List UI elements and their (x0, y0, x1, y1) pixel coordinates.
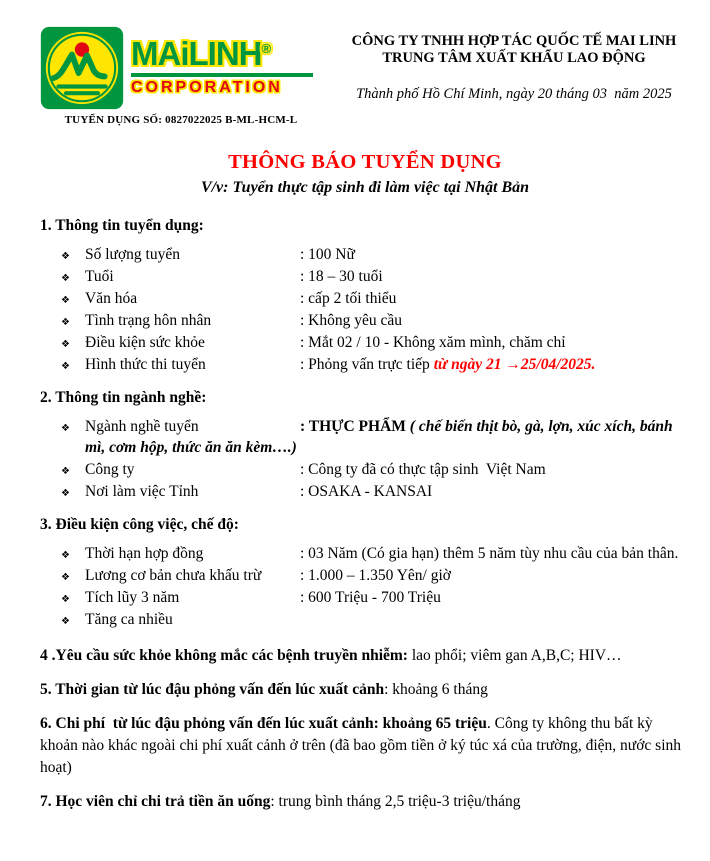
logo-row (40, 26, 332, 110)
list-item (61, 266, 690, 287)
list-item (61, 459, 690, 480)
section-items (61, 543, 690, 630)
paragraph-bold: 6. Chi phí từ lúc đậu phỏng vấn đến lúc xuất cảnh: khoảng 65 triệu (40, 715, 487, 732)
industry-detail: ( chế biến thịt bò, gà, lợn, xúc xích, bánh mì, cơm hộp, thức ăn ăn kèm….) (85, 418, 677, 456)
section-recruitment-info (40, 215, 690, 375)
item-value: : 600 Triệu - 700 Triệu (300, 589, 441, 606)
document-header (40, 26, 690, 126)
list-item (61, 565, 690, 586)
brand-corporation-text: CORPORATION (131, 79, 283, 96)
section-heading: 1. Thông tin tuyển dụng: (40, 217, 204, 234)
brand-wordmark (131, 26, 319, 97)
item-value: : Công ty đã có thực tập sinh Việt Nam (300, 461, 546, 478)
company-header (338, 26, 690, 103)
item-label: Tích lũy 3 năm (85, 589, 180, 606)
company-name-line2: TRUNG TÂM XUẤT KHẨU LAO ĐỘNG (382, 50, 646, 66)
list-item (61, 543, 690, 564)
brand-underline (131, 73, 313, 77)
item-label: Nơi làm việc Tỉnh (85, 483, 199, 500)
list-item (61, 609, 690, 630)
paragraph-text: . Công ty không thu bất kỳ khoản nào khác ngoài chi phí xuất cảnh ở trên (đã bao gồm tiền ở ký túc xá của trường, điện, nước sinh hoạt) (40, 715, 685, 776)
recruitment-number: TUYỂN DỤNG SỐ: 0827022025 B-ML-HCM-L (64, 114, 298, 126)
item-label: Lương cơ bản chưa khấu trừ (85, 567, 262, 584)
brand-name: MAiLINH (131, 35, 262, 72)
bullet-icon: ❖ (61, 594, 70, 605)
page-title: THÔNG BÁO TUYỂN DỤNG (228, 151, 502, 173)
page-subtitle: V/v: Tuyển thực tập sinh đi làm việc tại Nhật Bản (200, 179, 530, 196)
list-item (61, 354, 690, 375)
item-value: : cấp 2 tối thiểu (300, 290, 397, 307)
bullet-icon: ❖ (61, 361, 70, 372)
item-value: : 18 – 30 tuổi (300, 268, 383, 285)
interview-date-highlight: từ ngày 21 →25/04/2025. (433, 356, 596, 373)
paragraph-text: lao phổi; viêm gan A,B,C; HIV… (407, 647, 622, 664)
list-item (61, 481, 690, 502)
brand-name-text (131, 31, 319, 72)
item-value: : Mắt 02 / 10 - Không xăm mình, chăm chỉ (300, 334, 566, 351)
item-label: Văn hóa (85, 290, 138, 307)
bullet-icon: ❖ (61, 295, 70, 306)
bullet-icon: ❖ (61, 488, 70, 499)
paragraph-health-requirements (40, 645, 690, 667)
date-line: Thành phố Hồ Chí Minh, ngày 20 tháng 03 năm 2025 (356, 86, 672, 102)
brand-block (40, 26, 332, 126)
item-label: Tăng ca nhiều (85, 611, 173, 628)
company-name-line1: CÔNG TY TNHH HỢP TÁC QUỐC TẾ MAI LINH (351, 33, 677, 49)
item-value: : 1.000 – 1.350 Yên/ giờ (300, 567, 451, 584)
bullet-icon: ❖ (61, 273, 70, 284)
bullet-icon: ❖ (61, 572, 70, 583)
section-heading: 2. Thông tin ngành nghề: (40, 389, 207, 406)
paragraph-bold: 5. Thời gian từ lúc đậu phỏng vấn đến lúc xuất cảnh (40, 681, 385, 698)
item-label: Công ty (85, 461, 135, 478)
item-value: : 03 Năm (Có gia hạn) thêm 5 năm tùy nhu cầu của bản thân. (300, 545, 679, 562)
paragraph-departure-time (40, 679, 690, 701)
list-item (61, 310, 690, 331)
paragraph-text: : khoảng 6 tháng (384, 681, 488, 698)
item-value: : 100 Nữ (300, 246, 355, 263)
item-label: Tình trạng hôn nhân (85, 312, 212, 329)
item-label: Hình thức thi tuyển (85, 356, 206, 373)
registered-mark-icon: ® (261, 41, 272, 56)
bullet-icon: ❖ (61, 423, 70, 434)
list-item (61, 244, 690, 265)
paragraph-bold: 7. Học viên chỉ chi trả tiền ăn uống (40, 793, 271, 810)
bullet-icon: ❖ (61, 251, 70, 262)
bullet-icon: ❖ (61, 616, 70, 627)
section-items (61, 416, 690, 502)
paragraph-food-expenses (40, 791, 690, 813)
item-label: Số lượng tuyển (85, 246, 180, 263)
item-label: Ngành nghề tuyển (85, 418, 199, 435)
item-value: : Phỏng vấn trực tiếp (300, 356, 434, 373)
list-item (61, 332, 690, 353)
paragraph-costs (40, 713, 690, 779)
paragraph-bold: 4 .Yêu cầu sức khỏe không mắc các bệnh truyền nhiễm: (40, 647, 408, 664)
section-heading: 3. Điều kiện công việc, chế độ: (40, 516, 239, 533)
section-items (61, 244, 690, 375)
industry-name: : THỰC PHẨM (300, 418, 410, 435)
list-item (61, 416, 690, 458)
bullet-icon: ❖ (61, 317, 70, 328)
section-industry-info (40, 387, 690, 502)
item-label: Thời hạn hợp đồng (85, 545, 204, 562)
mai-linh-logo-icon (40, 26, 124, 110)
item-label: Điều kiện sức khỏe (85, 334, 205, 351)
bullet-icon: ❖ (61, 339, 70, 350)
paragraph-text: : trung bình tháng 2,5 triệu-3 triệu/tháng (270, 793, 521, 810)
bullet-icon: ❖ (61, 466, 70, 477)
item-value: : OSAKA - KANSAI (300, 483, 433, 500)
list-item (61, 288, 690, 309)
list-item (61, 587, 690, 608)
item-label: Tuổi (85, 268, 114, 285)
section-work-conditions (40, 514, 690, 630)
item-value: : Không yêu cầu (300, 312, 403, 329)
bullet-icon: ❖ (61, 550, 70, 561)
